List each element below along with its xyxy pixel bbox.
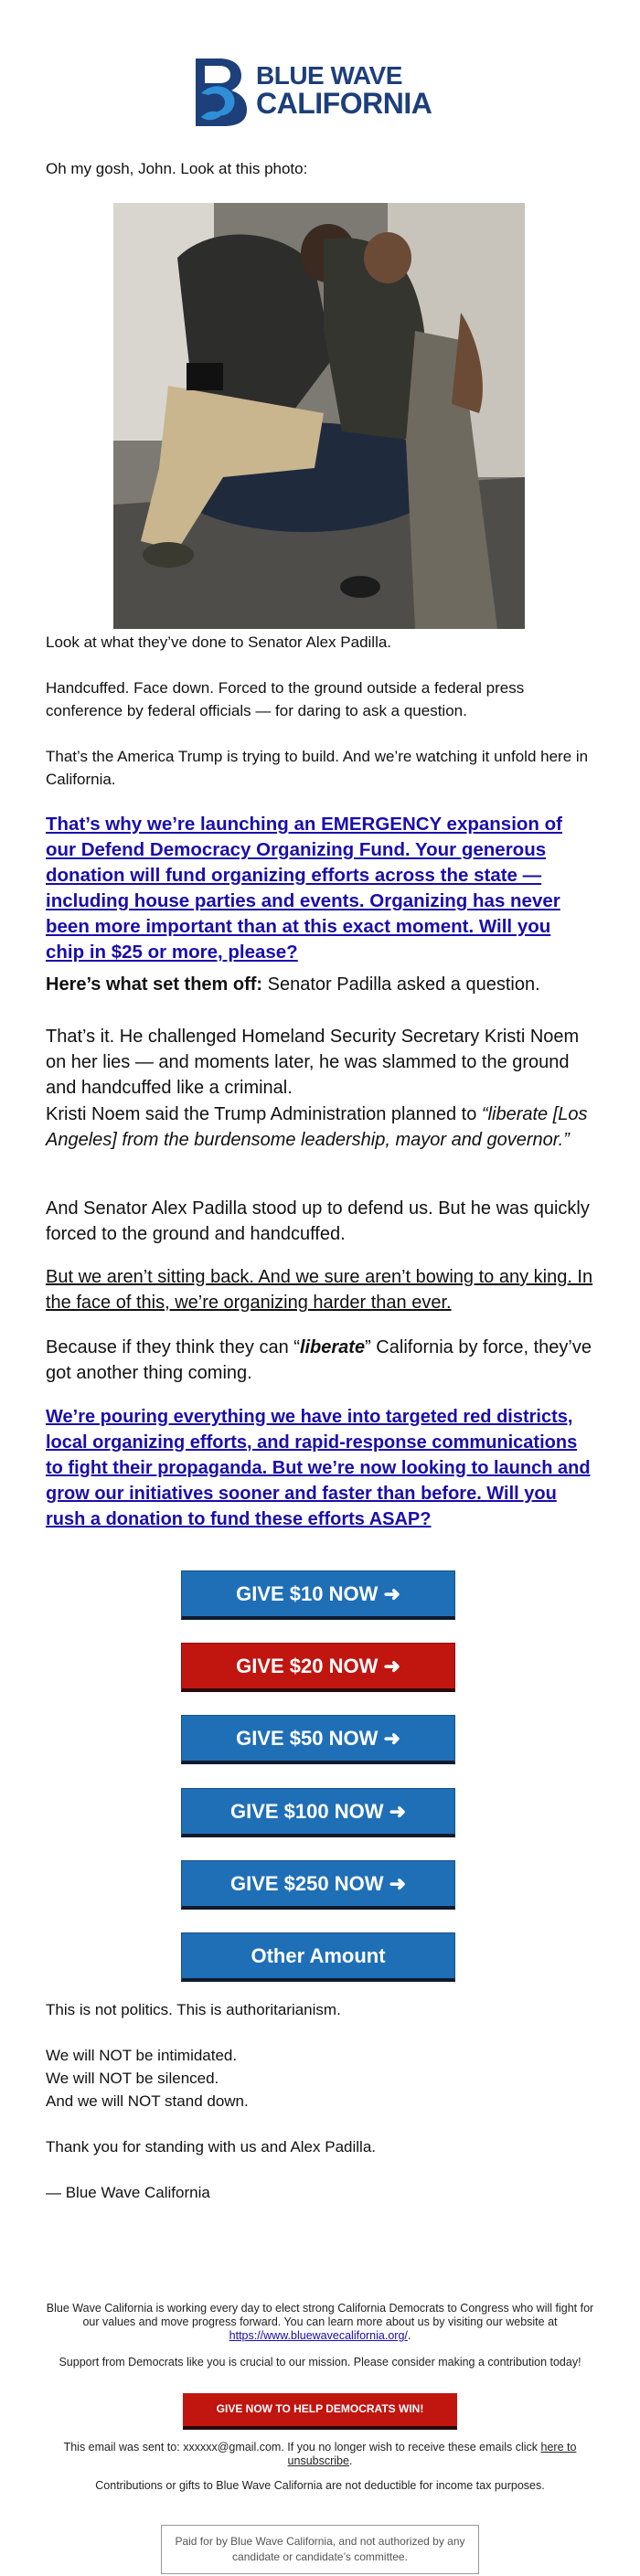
footer-sent-to	[46, 2441, 594, 2468]
wave-logo-icon	[192, 57, 251, 128]
donate-link-paragraph-2[interactable]: We’re pouring everything we have into targeted red districts, local organizing efforts, and rapid-response communications to fight their propaganda. But we’re now looking to launch and grow our initiatives sooner and faster than before. Will you rush a donation to fund these efforts ASAP?	[46, 1407, 591, 1529]
sent-to-end: .	[348, 2454, 353, 2467]
brand-logo[interactable]	[192, 57, 457, 128]
handcuffed-paragraph: Handcuffed. Face down. Forced to the ground outside a federal press conference by federal officials — for daring to ask a question.	[46, 679, 525, 719]
website-link[interactable]: https://www.bluewavecalifornia.org/	[229, 2329, 408, 2342]
tax-notice: Contributions or gifts to Blue Wave California are not deductible for income tax purposes.	[95, 2479, 545, 2492]
give-20-button[interactable]: GIVE $20 NOW ➜	[181, 1643, 455, 1692]
not-sitting-paragraph: But we aren’t sitting back. And we sure aren’t bowing to any king. In the face of this, we’re organizing harder than ever.	[46, 1267, 593, 1313]
liberate-suffix: ” California by force, they’ve got another thing coming.	[46, 1337, 592, 1383]
liberate-paragraph	[46, 1335, 594, 1386]
not-silenced-line: We will NOT be silenced.	[46, 2070, 219, 2087]
other-amount-button[interactable]: Other Amount	[181, 1932, 455, 1982]
noem-paragraph	[46, 1102, 594, 1153]
not-stand-down-line: And we will NOT stand down.	[46, 2092, 249, 2110]
signoff: — Blue Wave California	[46, 2184, 210, 2201]
give-50-button[interactable]: GIVE $50 NOW ➜	[181, 1715, 455, 1764]
footer-support: Support from Democrats like you is crucial to our mission. Please consider making a contribution today!	[59, 2356, 581, 2368]
set-off-paragraph	[46, 972, 594, 997]
set-off-rest: Senator Padilla asked a question.	[262, 974, 540, 995]
footer-about-end: .	[407, 2329, 411, 2342]
not-statements	[46, 2044, 594, 2113]
not-intimidated-line: We will NOT be intimidated.	[46, 2047, 238, 2064]
paid-for-by-box: Paid for by Blue Wave California, and not authorized by any candidate or candidate’s committee.	[161, 2525, 479, 2574]
padilla-arrest-photo	[113, 203, 525, 629]
brand-name-line1: BLUE WAVE	[256, 61, 402, 90]
give-now-footer-button[interactable]: GIVE NOW TO HELP DEMOCRATS WIN!	[183, 2393, 457, 2430]
unsubscribe-link[interactable]: here to unsubscribe	[287, 2441, 577, 2467]
noem-quote: “liberate [Los Angeles] from the burdensome leadership, mayor and governor.”	[46, 1104, 588, 1150]
give-10-button[interactable]: GIVE $10 NOW ➜	[181, 1570, 455, 1620]
greeting: Oh my gosh, John. Look at this photo:	[46, 160, 308, 177]
footer-about-text: Blue Wave California is working every day to elect strong California Democrats to Congress who will fight for our values and move progress forward. You can learn more about us by visiting our website at	[46, 2302, 594, 2328]
not-politics-paragraph: This is not politics. This is authoritarianism.	[46, 2001, 341, 2018]
brand-name-line2: CALIFORNIA	[256, 87, 432, 120]
liberate-word: liberate	[299, 1337, 366, 1357]
set-off-bold: Here’s what set them off:	[46, 974, 263, 995]
footer-about	[46, 2302, 594, 2343]
america-paragraph: That’s the America Trump is trying to build. And we’re watching it unfold here in California.	[46, 748, 589, 788]
sent-to-prefix: This email was sent to:	[63, 2441, 184, 2454]
stood-up-paragraph: And Senator Alex Padilla stood up to defend us. But he was quickly forced to the ground and handcuffed.	[46, 1198, 590, 1244]
challenged-paragraph: That’s it. He challenged Homeland Security Secretary Kristi Noem on her lies — and moments later, he was slammed to the ground and handcuffed like a criminal.	[46, 1027, 580, 1098]
noem-prefix: Kristi Noem said the Trump Administration planned to	[46, 1104, 482, 1124]
photo-caption: Look at what they’ve done to Senator Alex Padilla.	[46, 633, 392, 651]
sent-to-middle: . If you no longer wish to receive these emails click	[281, 2441, 541, 2454]
thanks-paragraph: Thank you for standing with us and Alex Padilla.	[46, 2138, 376, 2156]
recipient-email: xxxxxx@gmail.com	[183, 2441, 282, 2454]
liberate-prefix: Because if they think they can “	[46, 1337, 300, 1357]
give-100-button[interactable]: GIVE $100 NOW ➜	[181, 1788, 455, 1837]
donate-link-paragraph-1[interactable]: That’s why we’re launching an EMERGENCY expansion of our Defend Democracy Organizing Fund. Your generous donation will fund organizing efforts across the state — including house parties and events. Organizing has never been more important than at this exact moment. Will you chip in $25 or more, please?	[46, 814, 562, 963]
give-250-button[interactable]: GIVE $250 NOW ➜	[181, 1860, 455, 1910]
